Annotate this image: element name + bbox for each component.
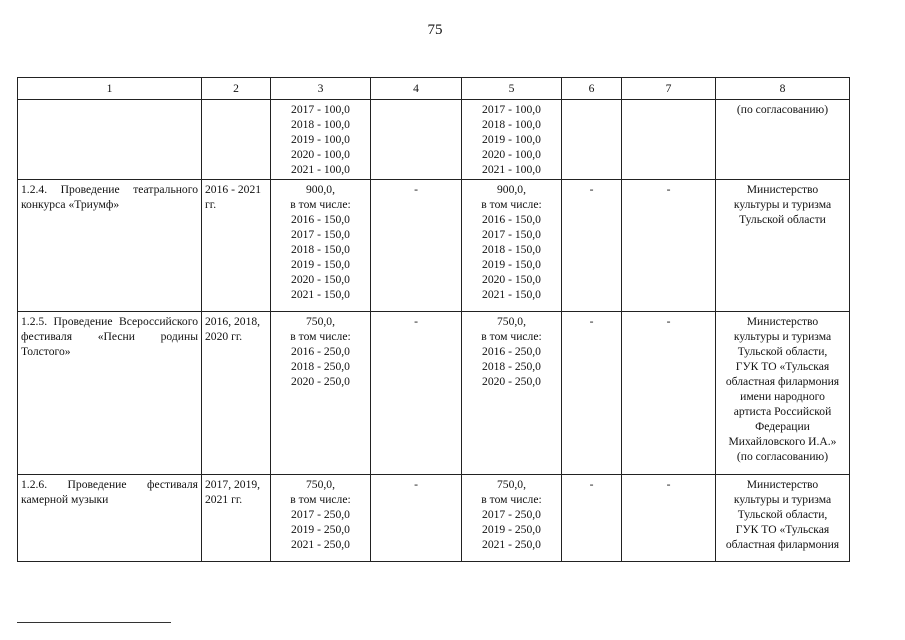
cell-c8 [716, 180, 850, 312]
cell-line: 900,0, [497, 183, 526, 196]
cell-line: 2019 - 250,0 [291, 523, 350, 536]
cell-line: в том числе: [290, 330, 351, 343]
cell-line: 2017 - 150,0 [291, 228, 350, 241]
cell-value: - [589, 315, 594, 328]
cell-line: 2021 - 150,0 [482, 288, 541, 301]
cell-line: 2019 - 250,0 [482, 523, 541, 536]
cell-line: в том числе: [290, 493, 351, 506]
cell-value: - [666, 478, 671, 491]
cell-line: 2020 - 100,0 [291, 148, 350, 161]
cell-c7 [622, 180, 716, 312]
cell-value: - [414, 183, 418, 196]
cell-line: 2016 - 250,0 [291, 345, 350, 358]
cell-c6 [562, 475, 622, 562]
cell-line: артиста Российской [733, 405, 832, 418]
cell-line: 2020 - 250,0 [291, 375, 350, 388]
cell-c4 [371, 312, 462, 475]
cell-line: культуры и туризма [733, 493, 832, 506]
cell-line: 750,0, [306, 478, 335, 491]
cell-value: - [666, 315, 671, 328]
cell-line: 2019 - 100,0 [291, 133, 350, 146]
cell-line: областная филармония [725, 375, 840, 388]
cell-line: (по согласованию) [736, 103, 829, 116]
cell-line: 2021 - 150,0 [291, 288, 350, 301]
cell-line: 2020 - 150,0 [482, 273, 541, 286]
cell-line: 2018 - 250,0 [482, 360, 541, 373]
cell-c6 [562, 180, 622, 312]
cell-c8 [716, 100, 850, 180]
cell-line: 2018 - 100,0 [482, 118, 541, 131]
cell-line: в том числе: [481, 493, 542, 506]
cell-line: культуры и туризма [733, 330, 832, 343]
cell-line: Тульской области, [737, 508, 828, 521]
cell-line: областная филармония [725, 538, 840, 551]
cell-c5 [462, 180, 562, 312]
cell-c2 [202, 100, 271, 180]
cell-line: в том числе: [481, 330, 542, 343]
cell-line: 2017 - 100,0 [482, 103, 541, 116]
cell-c3 [271, 100, 371, 180]
cell-line: 2021 - 100,0 [291, 163, 350, 176]
event-period: 2017, 2019, 2021 гг. [205, 478, 261, 506]
header-cell: 2 [202, 78, 271, 100]
cell-line: 2018 - 150,0 [291, 243, 350, 256]
event-period: 2016, 2018, 2020 гг. [205, 315, 261, 343]
cell-line: 2017 - 100,0 [291, 103, 350, 116]
cell-line: 2018 - 100,0 [291, 118, 350, 131]
cell-line: Министерство [746, 183, 819, 196]
cell-line: имени народного [740, 390, 825, 403]
cell-line: 2020 - 100,0 [482, 148, 541, 161]
cell-line: ГУК ТО «Тульская [735, 360, 830, 373]
cell-line: Федерации [755, 420, 810, 433]
header-cell: 6 [562, 78, 622, 100]
cell-line: Тульской области [739, 213, 826, 226]
header-cell: 5 [462, 78, 562, 100]
cell-line: Михайловского И.А.» [728, 435, 837, 448]
cell-line: 2017 - 250,0 [291, 508, 350, 521]
cell-c7 [622, 475, 716, 562]
cell-c2 [202, 312, 271, 475]
cell-c7 [622, 312, 716, 475]
cell-c4 [371, 100, 462, 180]
cell-line: культуры и туризма [733, 198, 832, 211]
cell-line: 2016 - 150,0 [291, 213, 350, 226]
cell-line: Министерство [746, 315, 819, 328]
cell-c5 [462, 475, 562, 562]
cell-c8 [716, 475, 850, 562]
cell-line: в том числе: [290, 198, 351, 211]
cell-line: 900,0, [306, 183, 335, 196]
cell-line: 2021 - 250,0 [482, 538, 541, 551]
cell-line: (по согласованию) [736, 450, 829, 463]
event-title: 1.2.6. Проведение фестиваля камерной музыки [21, 478, 198, 506]
cell-line: 2017 - 150,0 [482, 228, 541, 241]
table-row [18, 475, 850, 562]
header-cell: 7 [622, 78, 716, 100]
cell-c1 [18, 475, 202, 562]
cell-line: 2016 - 250,0 [482, 345, 541, 358]
program-table [17, 77, 850, 562]
cell-value: - [589, 478, 594, 491]
header-row [18, 78, 850, 100]
header-cell: 8 [716, 78, 850, 100]
cell-c8 [716, 312, 850, 475]
table-row [18, 100, 850, 180]
cell-c3 [271, 475, 371, 562]
cell-c3 [271, 312, 371, 475]
cell-value: - [589, 183, 594, 196]
cell-line: 2020 - 150,0 [291, 273, 350, 286]
cell-value: - [414, 478, 418, 491]
cell-c1 [18, 180, 202, 312]
cell-line: 2021 - 100,0 [482, 163, 541, 176]
cell-line: ГУК ТО «Тульская [735, 523, 830, 536]
cell-line: в том числе: [481, 198, 542, 211]
cell-line: 2016 - 150,0 [482, 213, 541, 226]
cell-line: 2018 - 150,0 [482, 243, 541, 256]
page-number: 75 [427, 22, 443, 38]
cell-line: 2017 - 250,0 [482, 508, 541, 521]
event-title: 1.2.4. Проведение театрального конкурса «Триумф» [21, 183, 198, 211]
cell-line: 2019 - 150,0 [291, 258, 350, 271]
cell-line: 2019 - 100,0 [482, 133, 541, 146]
cell-value: - [414, 315, 418, 328]
cell-line: 750,0, [306, 315, 335, 328]
cell-line: 2019 - 150,0 [482, 258, 541, 271]
header-cell: 4 [371, 78, 462, 100]
cell-c6 [562, 100, 622, 180]
cell-value: - [666, 183, 671, 196]
cell-line: 750,0, [497, 478, 526, 491]
cell-c2 [202, 180, 271, 312]
cell-line: Министерство [746, 478, 819, 491]
cell-line: 2020 - 250,0 [482, 375, 541, 388]
cell-c5 [462, 312, 562, 475]
event-title: 1.2.5. Проведение Всероссийского фестиваля «Песни родины Толстого» [21, 315, 198, 358]
cell-c7 [622, 100, 716, 180]
cell-line: 750,0, [497, 315, 526, 328]
cell-c1 [18, 312, 202, 475]
header-cell: 3 [271, 78, 371, 100]
footnote-rule [17, 622, 171, 623]
cell-line: 2018 - 250,0 [291, 360, 350, 373]
cell-c4 [371, 180, 462, 312]
cell-c5 [462, 100, 562, 180]
cell-c2 [202, 475, 271, 562]
cell-c6 [562, 312, 622, 475]
cell-c3 [271, 180, 371, 312]
cell-line: Тульской области, [737, 345, 828, 358]
header-cell: 1 [18, 78, 202, 100]
table-row [18, 180, 850, 312]
cell-c1 [18, 100, 202, 180]
cell-c4 [371, 475, 462, 562]
cell-line: 2021 - 250,0 [291, 538, 350, 551]
event-period: 2016 - 2021 гг. [205, 183, 262, 211]
table-row [18, 312, 850, 475]
